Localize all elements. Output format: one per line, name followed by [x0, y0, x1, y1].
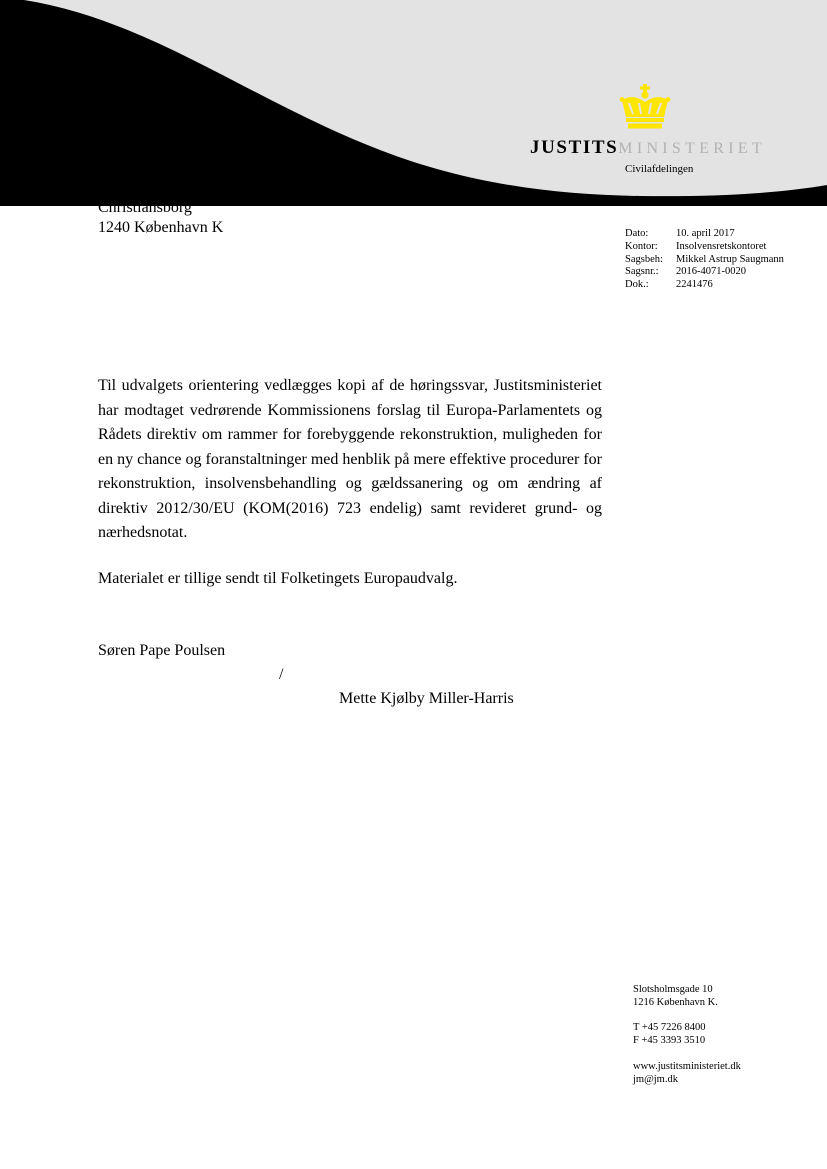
meta-row-kontor: [625, 241, 784, 254]
footer-fax: F +45 3393 3510: [633, 1035, 706, 1047]
meta-label: Dato:: [625, 228, 649, 239]
footer-email-link[interactable]: jm@jm.dk: [633, 1073, 678, 1085]
signer-official: Mette Kjølby Miller-Harris: [339, 690, 514, 707]
signature-separator: /: [279, 666, 284, 683]
body-paragraph-1: Til udvalgets orientering vedlægges kopi af de høringssvar, Justitsministeriet har modtaget vedrørende Kommissionens forslag til Europa-Parlamentets og Rådets direktiv om rammer for forebyggende rekonstruktion, muligheden for en ny chance og foranstaltninger med henblik på mere effektive procedurer for rekonstruktion, insolvensbehandling og gældssanering og om ændring af direktiv 2012/30/EU (KOM(2016) 723 endelig) samt revideret grund- og nærhedsnotat.: [98, 377, 602, 541]
crown-icon: [619, 84, 671, 130]
footer-spacer: [633, 1048, 741, 1061]
meta-value: 10. april 2017: [676, 228, 735, 239]
recipient-line-2: 1240 København K: [98, 219, 224, 236]
meta-row-sagsnr: [625, 266, 784, 279]
footer-phone: T +45 7226 8400: [633, 1022, 706, 1034]
letterhead-graphic: [0, 0, 827, 206]
meta-row-dok: [625, 279, 784, 292]
recipient-line-1: Christiansborg: [98, 199, 192, 216]
footer-contact: [633, 984, 741, 1086]
meta-row-sagsbeh: [625, 254, 784, 267]
meta-value: 2241476: [676, 279, 713, 291]
department-name: Civilafdelingen: [625, 163, 694, 175]
meta-value: 2016-4071-0020: [676, 266, 746, 278]
case-metadata: [625, 228, 784, 292]
meta-label: Dok.:: [625, 279, 649, 291]
signer-minister: Søren Pape Poulsen: [98, 642, 226, 659]
meta-row-dato: [625, 228, 784, 241]
body-paragraph-2: Materialet er tillige sendt til Folketingets Europaudvalg.: [98, 570, 458, 587]
footer-website-link[interactable]: www.justitsministeriet.dk: [633, 1060, 741, 1072]
recipient-address: [98, 198, 223, 238]
logo-text-light: MINISTERIET: [618, 140, 767, 157]
meta-label: Kontor:: [625, 240, 658, 252]
footer-street: Slotsholmsgade 10: [633, 984, 713, 995]
meta-value: Insolvensretskontoret: [676, 240, 767, 252]
logo-text-bold: JUSTITS: [530, 137, 619, 158]
footer-city: 1216 København K.: [633, 996, 718, 1008]
meta-label: Sagsbeh:: [625, 253, 663, 265]
ministry-logo: [530, 137, 766, 160]
meta-label: Sagsnr.:: [625, 266, 659, 278]
meta-value: Mikkel Astrup Saugmann: [676, 253, 784, 265]
footer-spacer: [633, 1010, 741, 1023]
